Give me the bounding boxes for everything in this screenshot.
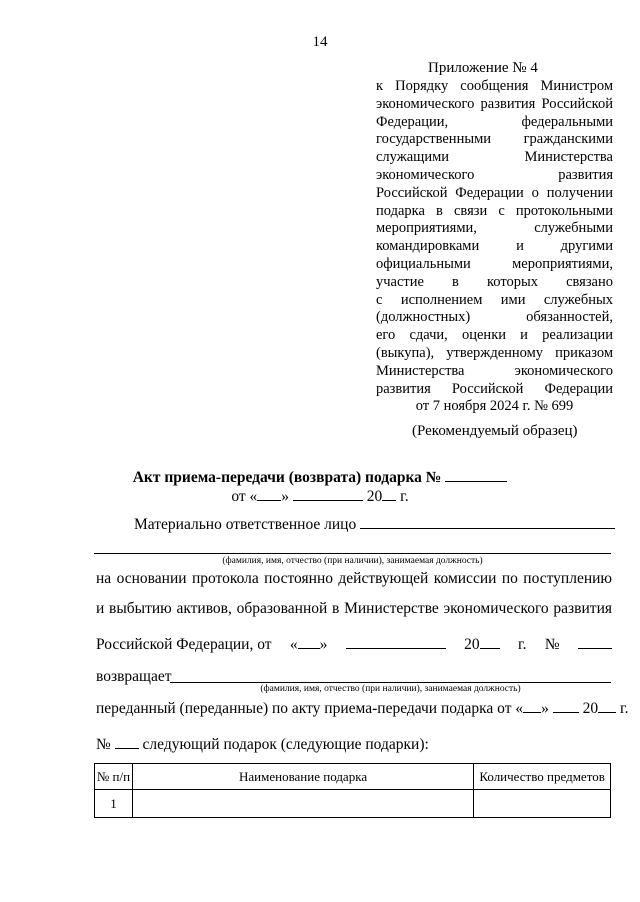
act-date-suffix: г. — [400, 488, 409, 505]
fio-caption-2: (фамилия, имя, отчество (при наличии), занимаемая должность) — [260, 684, 521, 694]
row-number-cell: 1 — [95, 790, 133, 818]
act-title-text: Акт приема-передачи (возврата) подарка № — [132, 469, 442, 486]
returns-label: возвращает — [96, 668, 172, 685]
appendix-body — [376, 78, 613, 416]
act-date-year: 20 — [366, 488, 383, 505]
appendix-line: экономического развития — [376, 166, 613, 183]
fio-caption-1: (фамилия, имя, отчество (при наличии), занимаемая должность) — [222, 556, 483, 566]
appendix-line: официальными мероприятиями, — [376, 255, 613, 272]
protocol-year-blank[interactable] — [480, 634, 500, 649]
transferred-text: переданный (переданные) по акту приема-передачи подарка от « — [96, 700, 524, 717]
appendix-line: участие в которых связано — [376, 273, 613, 290]
appendix-line: мероприятиями, служебными — [376, 220, 613, 237]
transferred-day-blank[interactable] — [523, 698, 541, 713]
transferred-year: 20 — [582, 700, 599, 717]
next-number-sign: № — [96, 736, 111, 753]
fio-line-2[interactable] — [170, 682, 611, 683]
page-number: 14 — [312, 34, 328, 50]
appendix-line: (выкупа), утвержденному приказом — [376, 344, 613, 361]
act-title — [0, 467, 640, 487]
header-gift-name: Наименование подарка — [132, 764, 473, 790]
responsible-blank[interactable] — [360, 514, 615, 529]
basis-line-3-start: Российской Федерации, от — [96, 636, 272, 653]
basis-line-3 — [96, 634, 612, 654]
appendix-line: с исполнением ими служебных — [376, 291, 613, 308]
responsible-row — [134, 514, 615, 534]
appendix-title: Приложение № 4 — [428, 60, 538, 76]
transferred-line — [96, 698, 628, 718]
appendix-line: его сдачи, оценки и реализации — [376, 327, 613, 344]
act-date-prefix: от « — [231, 488, 258, 505]
row-quantity-cell[interactable] — [474, 790, 611, 818]
protocol-day-blank[interactable] — [298, 634, 320, 649]
appendix-line: от 7 ноября 2024 г. № 699 — [415, 398, 574, 415]
transferred-suffix: г. — [619, 700, 629, 717]
header-number: № п/п — [95, 764, 133, 790]
basis-line-2: и выбытию активов, образованной в Министерстве экономического развития — [96, 600, 612, 617]
protocol-month-blank[interactable] — [346, 634, 446, 649]
table-header-row — [95, 764, 611, 790]
table-row — [95, 790, 611, 818]
appendix-line: развития Российской Федерации — [376, 380, 613, 397]
appendix-line: Федерации, федеральными — [376, 113, 613, 130]
appendix-line: командировками и другими — [376, 238, 613, 255]
appendix-line: государственными гражданскими — [376, 131, 613, 148]
protocol-year-prefix: 20 — [464, 636, 480, 653]
responsible-label: Материально ответственное лицо — [134, 516, 357, 533]
act-month-blank[interactable] — [293, 486, 363, 501]
appendix-line: Российской Федерации о получении — [376, 184, 613, 201]
quote-open: « — [289, 636, 298, 653]
act-day-blank[interactable] — [257, 486, 281, 501]
quote-close: » — [319, 636, 328, 653]
protocol-number-sign: № — [544, 636, 560, 653]
act-date — [0, 486, 640, 506]
act-date-mid: » — [281, 488, 290, 505]
appendix-line: подарка в связи с протокольными — [376, 202, 613, 219]
next-text: следующий подарок (следующие подарки): — [142, 736, 429, 753]
next-number-blank[interactable] — [115, 734, 139, 749]
appendix-line: (должностных) обязанностей, — [376, 309, 613, 326]
next-gifts-line — [96, 734, 429, 754]
transferred-quote-close: » — [541, 700, 549, 717]
sample-note: (Рекомендуемый образец) — [412, 423, 578, 439]
protocol-number-blank[interactable] — [578, 634, 612, 649]
row-gift-name-cell[interactable] — [132, 790, 473, 818]
gifts-table — [94, 763, 611, 818]
appendix-line: служащими Министерства — [376, 149, 613, 166]
appendix-line: экономического развития Российской — [376, 95, 613, 112]
fio-line-1[interactable] — [94, 553, 611, 554]
basis-line-1: на основании протокола постоянно действующей комиссии по поступлению — [96, 570, 612, 587]
appendix-line: к Порядку сообщения Министром — [376, 78, 613, 94]
act-year-blank[interactable] — [382, 486, 396, 501]
transferred-year-blank[interactable] — [598, 698, 616, 713]
appendix-line: Министерства экономического — [376, 362, 613, 379]
header-quantity: Количество предметов — [474, 764, 611, 790]
transferred-month-blank[interactable] — [553, 698, 579, 713]
protocol-year-suffix: г. — [517, 636, 527, 653]
act-number-blank[interactable] — [445, 467, 507, 482]
